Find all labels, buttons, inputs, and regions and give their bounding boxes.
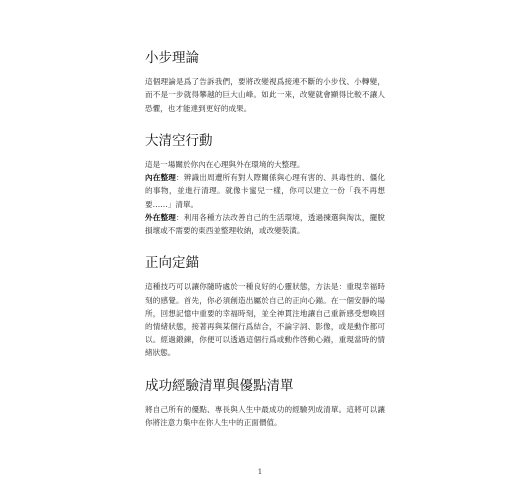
section-heading: 小步理論 xyxy=(145,50,199,66)
item-text: ：利用各種方法改善自己的生活環境，透過揀選與淘汰，擺脫損壞或不需要的東西並整理收納，或改變裝潢。 xyxy=(145,212,386,235)
section-paragraph: 這個理論是爲了告訴我們，要將改變視爲接連不斷的小步伐、小轉變，而不是一步就得攀越的巨大山峰。如此一來，改變就會顯得比較不讓人恐懼，也才能達到更好的成果。 xyxy=(145,77,385,113)
section-paragraph: 這種技巧可以讓你隨時處於一種良好的心靈狀態，方法是：重現幸福時刻的感覺。首先，你必須創造出屬於自己的正向心錨。在一個安靜的場所，回想記憶中重要的幸福時刻，並全神貫注地讓自己重新感受想喚回的情緒狀態，接著再與某個行爲結合，不論字詞、影像，或是動作都可以。經過鍛鍊，你便可以透過這個行爲或動作啓動心錨，重現當時的情緒狀態。 xyxy=(145,282,385,358)
section-intro: 這是一場關於你內在心理與外在環境的大整理。 xyxy=(145,159,305,169)
section-success-list xyxy=(145,378,385,430)
section-heading: 正向定錨 xyxy=(145,255,199,272)
section-positive-anchoring xyxy=(145,255,385,359)
section-heading: 大清空行動 xyxy=(145,132,213,149)
section-big-clearing xyxy=(145,133,385,237)
section-small-steps xyxy=(145,50,385,115)
item-label: 外在整理 xyxy=(145,212,176,222)
list-item-outer-cleanup xyxy=(145,211,385,237)
page-number: 1 xyxy=(257,468,263,476)
page-content xyxy=(145,50,385,447)
section-heading: 成功經驗清單與優點清單 xyxy=(145,377,294,394)
item-label: 內在整理 xyxy=(145,173,176,183)
list-item-inner-cleanup xyxy=(145,171,385,211)
section-paragraph: 將自己所有的優點、專長與人生中最成功的經驗列成清單。這將可以讓你將注意力集中在你人生中的正面價值。 xyxy=(145,404,385,427)
item-text: ：辨識出周遭所有對人際關係與心理有害的、具毒性的、僵化的事物，並進行清理。就像卡蜜兒一樣，你可以建立一份「我不再想要……」清單。 xyxy=(145,173,386,209)
